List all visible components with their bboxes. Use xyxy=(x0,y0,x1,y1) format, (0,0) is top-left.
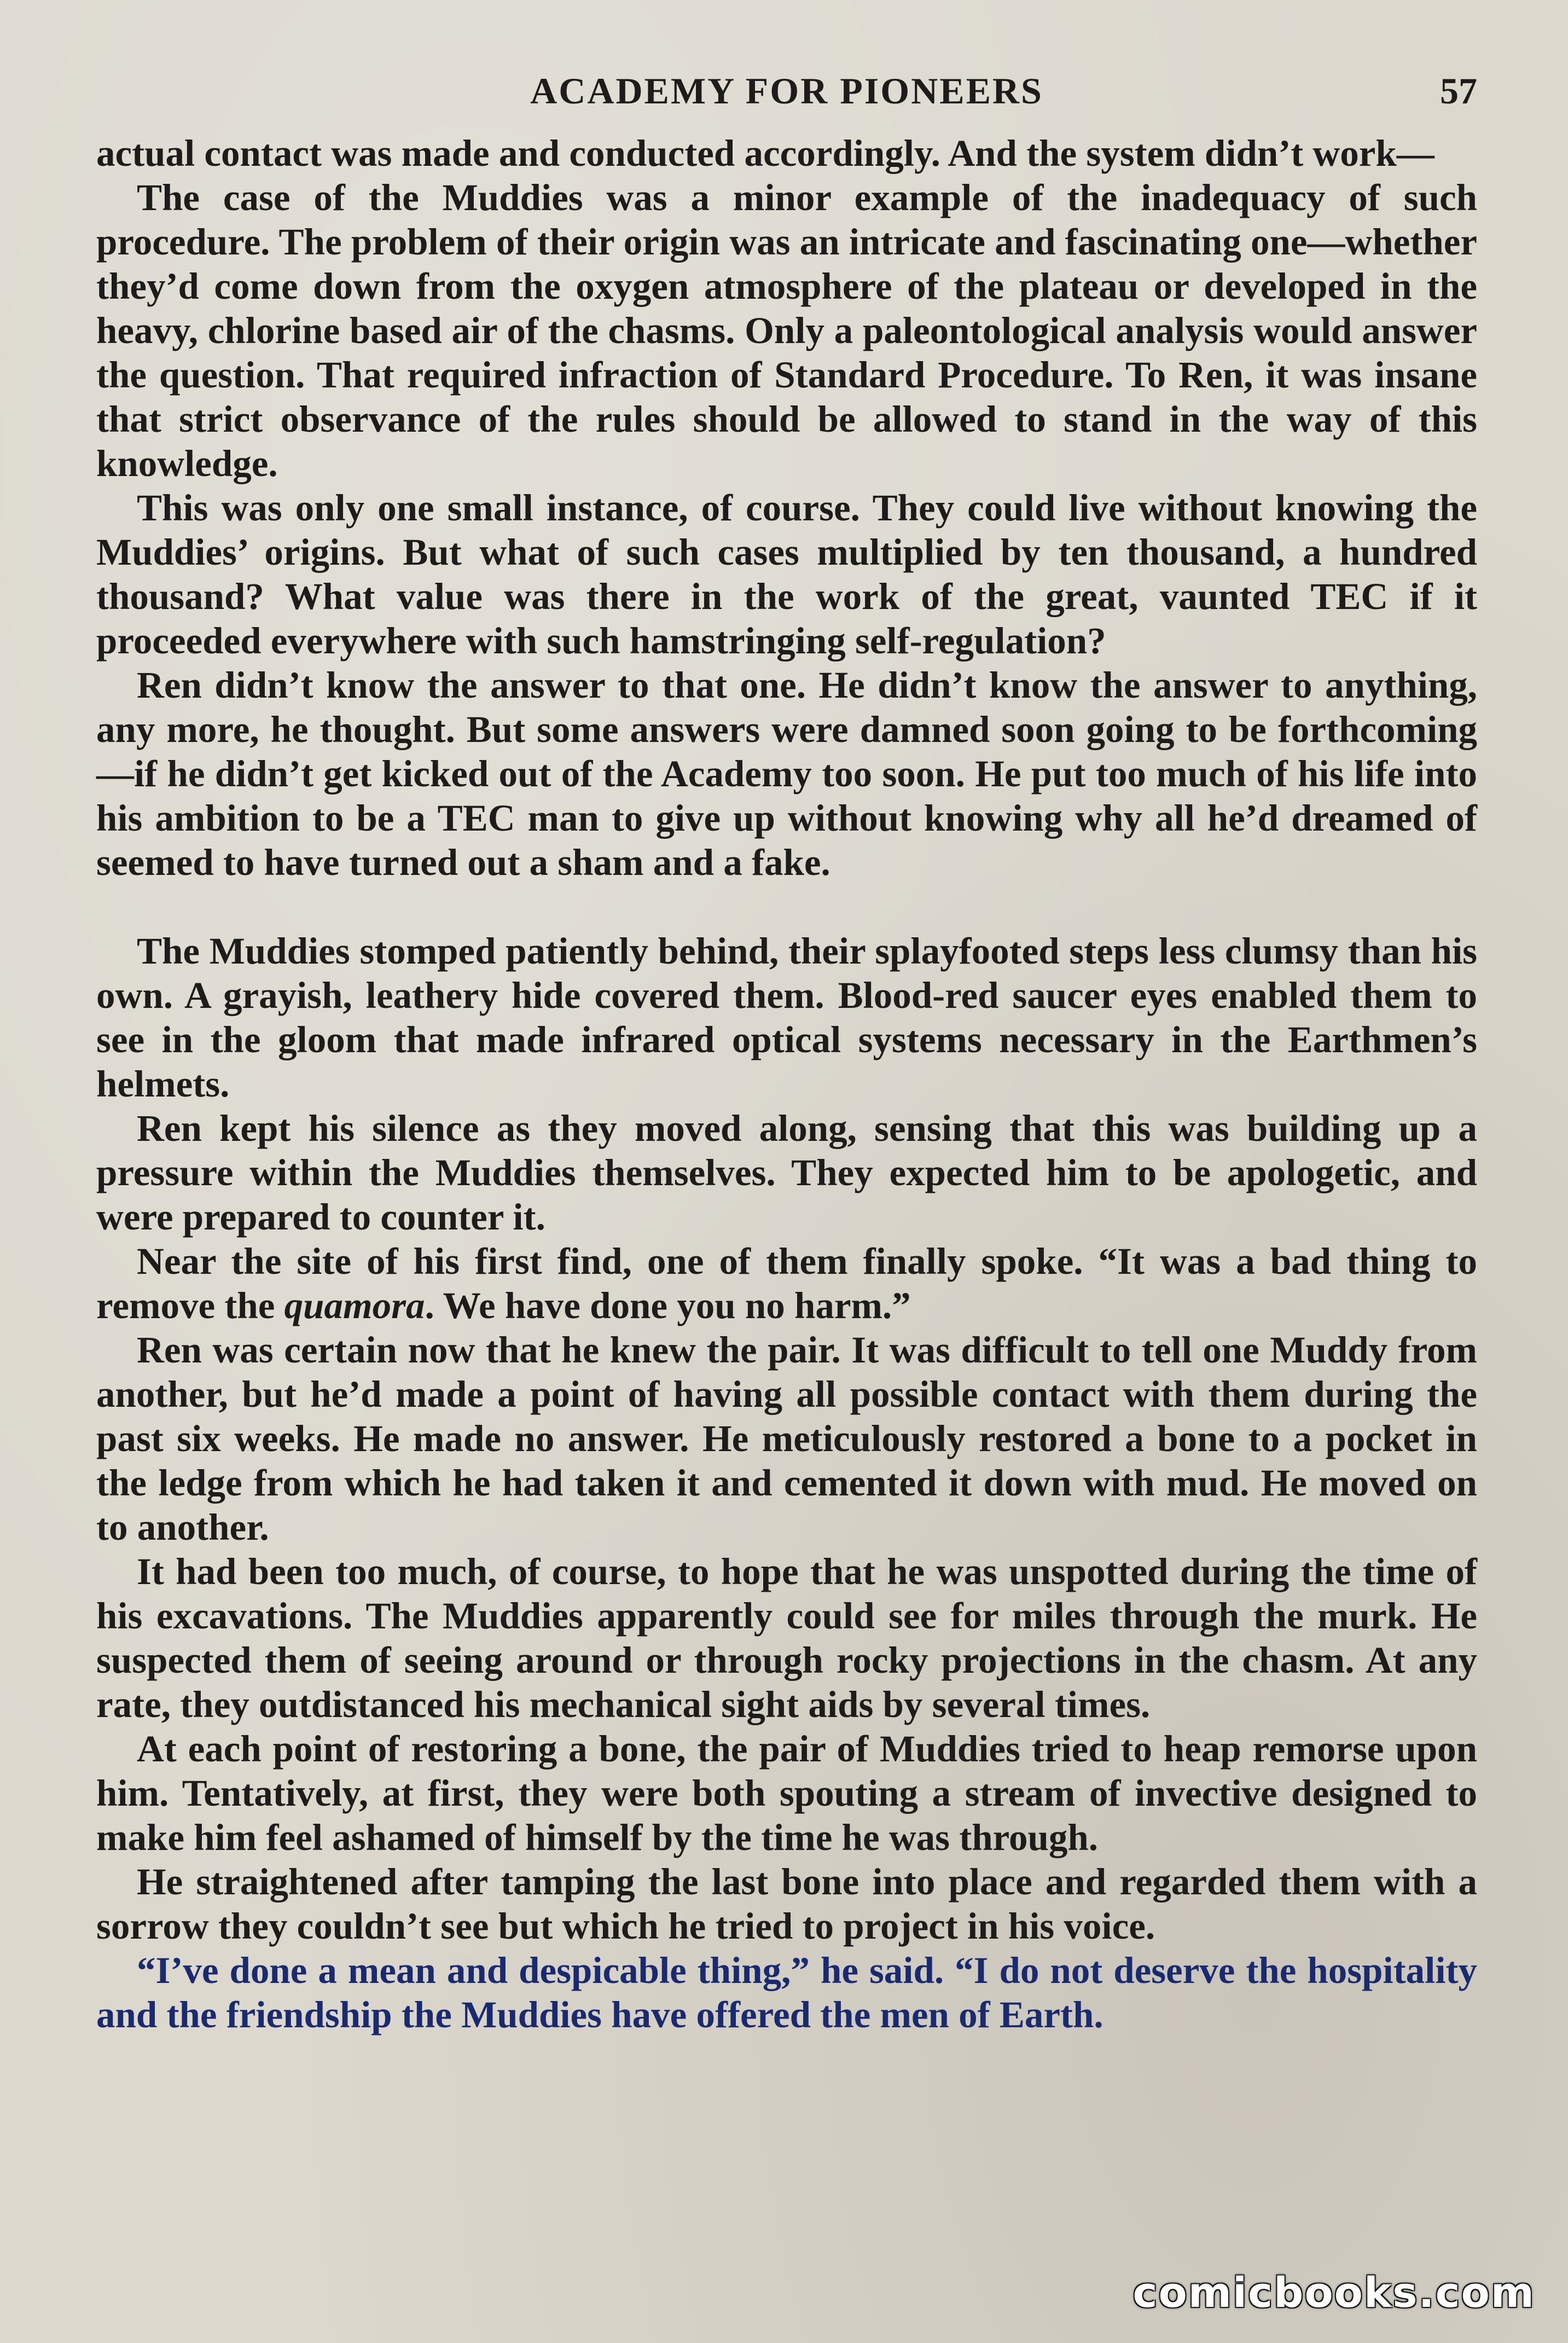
paragraph: actual contact was made and conducted accordingly. And the system didn’t work— xyxy=(96,132,1435,174)
paragraph: This was only one small instance, of course. They could live without knowing the Muddies’ origins. But what of such cases multiplied by ten thousand, a hundred thousand? What value was there in the work of the great, vaunted TEC if it proceeded everywhere with such hamstringing self-regulation? xyxy=(96,487,1477,662)
paragraph: Ren didn’t know the answer to that one. He didn’t know the answer to anything, any more, he thought. But some answers were damned soon going to be forthcoming—if he didn’t get kicked out of the Academy too soon. He put too much of his life into his ambition to be a TEC man to give up without knowing why all he’d dreamed of seemed to have turned out a sham and a fake. xyxy=(96,664,1477,883)
page-number: 57 xyxy=(1440,70,1477,112)
paragraph-text: Near the site of his first find, one of them finally spoke. “It was a bad thing to remove the xyxy=(96,1240,1477,1326)
body-text xyxy=(96,131,1477,2037)
paragraph: “I’ve done a mean and despicable thing,” he said. “I do not deserve the hospitality and the friendship the Muddies have offered the men of Earth. xyxy=(96,1950,1477,2035)
paragraph: He straightened after tamping the last bone into place and regarded them with a sorrow they couldn’t see but which he tried to project in his voice. xyxy=(96,1861,1477,1947)
paragraph xyxy=(96,1239,1477,1328)
paragraph: At each point of restoring a bone, the pair of Muddies tried to heap remorse upon him. Tentatively, at first, they were both spouting a stream of invective designed to make him feel ashamed of himself by the time he was through. xyxy=(96,1728,1477,1858)
paragraph: Ren kept his silence as they moved along, sensing that this was building up a pressure within the Muddies themselves. They expected him to be apologetic, and were prepared to counter it. xyxy=(96,1107,1477,1238)
paragraph-text: . We have done you no harm.” xyxy=(425,1285,911,1326)
watermark: comicbooks.com xyxy=(1133,2268,1535,2317)
paragraph: Ren was certain now that he knew the pair. It was difficult to tell one Muddy from another, but he’d made a point of having all possible contact with them during the past six weeks. He made no answer. He meticulously restored a bone to a pocket in the ledge from which he had taken it and cemented it down with mud. He moved on to another. xyxy=(96,1329,1477,1548)
italic-word: quamora xyxy=(284,1285,425,1326)
paragraph: It had been too much, of course, to hope that he was unspotted during the time of his excavations. The Muddies apparently could see for miles through the murk. He suspected them of seeing around or through rocky projections in the chasm. At any rate, they outdistanced his mechanical sight aids by several times. xyxy=(96,1551,1477,1725)
page-header xyxy=(96,63,1477,118)
paragraph: The case of the Muddies was a minor example of the inadequacy of such procedure. The problem of their origin was an intricate and fascinating one—whether they’d come down from the oxygen atmosphere of the plateau or developed in the heavy, chlorine based air of the chasms. Only a paleontological analysis would answer the question. That required infraction of Standard Procedure. To Ren, it was insane that strict observance of the rules should be allowed to stand in the way of this knowledge. xyxy=(96,177,1477,484)
paragraph: The Muddies stomped patiently behind, their splayfooted steps less clumsy than his own. A grayish, leathery hide covered them. Blood-red saucer eyes enabled them to see in the gloom that made infrared optical systems necessary in the Earthmen’s helmets. xyxy=(96,930,1477,1105)
running-title: ACADEMY FOR PIONEERS xyxy=(530,70,1043,112)
